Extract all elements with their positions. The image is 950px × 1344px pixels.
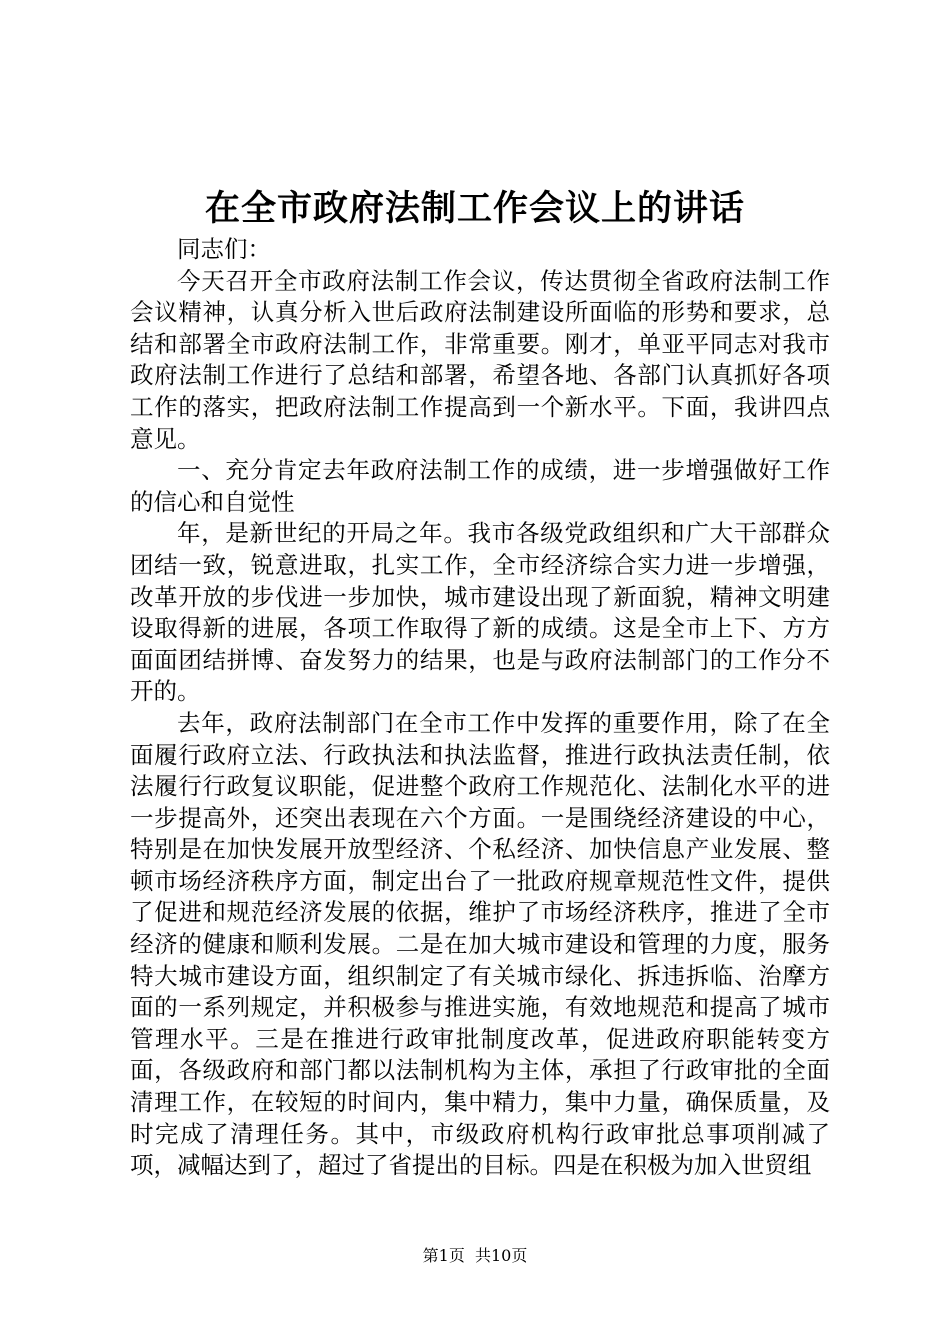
body-paragraph: 年，是新世纪的开局之年。我市各级党政组织和广大干部群众团结一致，锐意进取，扎实工作，全市经济综合实力进一步增强，改革开放的步伐进一步加快，城市建设出现了新面貌，精神文明建设取得新的进展，各项工作取得了新的成绩。这是全市上下、方方面面团结拼博、奋发努力的结果，也是与政府法制部门的工作分不开的。 <box>130 519 830 706</box>
body-paragraph: 去年，政府法制部门在全市工作中发挥的重要作用，除了在全面履行政府立法、行政执法和执法监督，推进行政执法责任制，依法履行行政复议职能，促进整个政府工作规范化、法制化水平的进一步提高外，还突出表现在六个方面。一是围绕经济建设的中心，特别是在加快发展开放型经济、个私经济、加快信息产业发展、整顿市场经济秩序方面，制定出台了一批政府规章规范性文件，提供了促进和规范经济发展的依据，维护了市场经济秩序，推进了全市经济的健康和顺利发展。二是在加大城市建设和管理的力度，服务特大城市建设方面，组织制定了有关城市绿化、拆违拆临、治摩方面的一系列规定，并积极参与推进实施，有效地规范和提高了城市管理水平。三是在推进行政审批制度改革，促进政府职能转变方面，各级政府和部门都以法制机构为主体，承担了行政审批的全面清理工作，在较短的时间内，集中精力，集中力量，确保质量，及时完成了清理任务。其中，市级政府机构行政审批总事项削减了项，减幅达到了，超过了省提出的目标。四是在积极为加入世贸组 <box>130 708 830 1180</box>
document-body <box>130 234 830 1182</box>
body-paragraph: 今天召开全市政府法制工作会议，传达贯彻全省政府法制工作会议精神，认真分析入世后政府法制建设所面临的形势和要求，总结和部署全市政府法制工作，非常重要。刚才，单亚平同志对我市政府法制工作进行了总结和部署，希望各地、各部门认真抓好各项工作的落实，把政府法制工作提高到一个新水平。下面，我讲四点意见。 <box>130 266 830 453</box>
salutation-paragraph: 同志们： <box>177 235 271 263</box>
section-heading: 一、充分肯定去年政府法制工作的成绩，进一步增强做好工作的信心和自觉性 <box>130 456 830 516</box>
page-footer <box>0 1244 950 1268</box>
document-title: 在全市政府法制工作会议上的讲话 <box>204 188 745 229</box>
page-number: 第1页 共10页 <box>422 1246 528 1265</box>
